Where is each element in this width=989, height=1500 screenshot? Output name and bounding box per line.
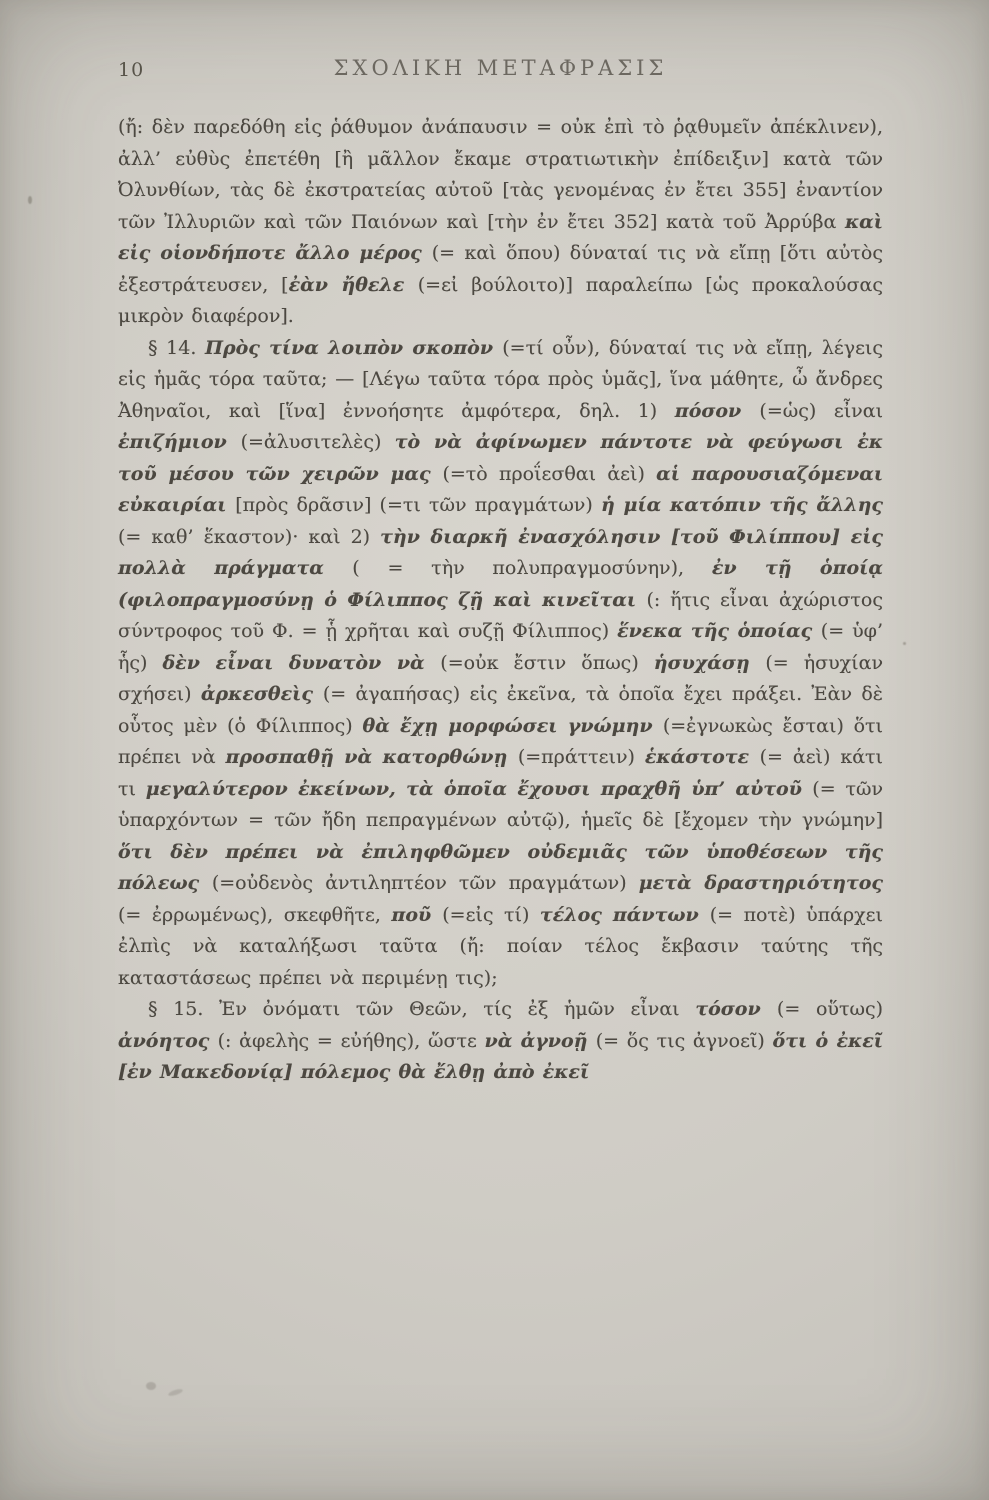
body-text: (=οὐδενὸς ἀντιληπτέον τῶν πραγμάτων) <box>211 872 639 894</box>
body-text: (=τὸ προΐεσθαι ἀεὶ) <box>442 462 657 485</box>
body-text: (= ἀεὶ) κάτι τι <box>118 746 884 800</box>
page-header <box>118 56 883 92</box>
paragraph <box>118 112 883 333</box>
emphasized-text: αἱ παρουσιαζόμεναι εὐκαιρίαι <box>118 462 884 516</box>
emphasized-text: ἡ μία κατόπιν τῆς ἄλλης <box>600 494 883 516</box>
emphasized-text: Πρὸς τίνα λοιπὸν σκοπὸν <box>205 336 503 359</box>
emphasized-text: ἕνεκα τῆς ὁποίας <box>617 620 821 642</box>
paragraph <box>118 994 883 1089</box>
emphasized-text: ὅτι δὲν πρέπει νὰ ἐπιληφθῶμεν οὐδεμιᾶς τῶν ὑποθέσεων τῆς πόλεως <box>118 840 883 894</box>
body-text: (= ὑφ’ ἧς) <box>118 620 883 674</box>
body-text: (= τῶν ὑπαρχόντων = τῶν ἤδη πεπραγμένων αὐτῷ), ἡμεῖς δὲ [ἔχομεν τὴν γνώμην] <box>118 777 883 831</box>
emphasized-text: θὰ ἔχῃ μορφώσει γνώμην <box>362 714 663 737</box>
body-text: (=εἰς τί) <box>442 903 540 926</box>
body-text: (=ἐγνωκὼς ἔσται) ὅτι πρέπει νὰ <box>118 714 884 768</box>
emphasized-text: μετὰ δραστηριότητος <box>638 872 883 894</box>
body-text: (: ἥτις εἶναι ἀχώριστος σύντροφος τοῦ Φ. = ᾗ χρῆται καὶ συζῇ Φίλιππος) <box>118 588 884 642</box>
emphasized-text: νὰ ἀγνοῇ <box>484 1029 596 1052</box>
body-text: (=ὡς) εἶναι <box>759 399 884 422</box>
scan-speck <box>146 1382 156 1390</box>
paragraph <box>118 333 883 995</box>
body-text: (= καθ’ ἕκαστον)· καὶ 2) <box>118 525 381 548</box>
page-body <box>118 112 883 1089</box>
body-text: (: ἀφελὴς = εὐήθης), ὥστε <box>217 1029 485 1052</box>
emphasized-text: μεγαλύτερον ἐκείνων, τὰ ὁποῖα ἔχουσι πραχθῆ ὑπ’ αὐτοῦ <box>145 777 813 800</box>
body-text: § 14. <box>148 336 206 359</box>
body-text: (= καὶ ὅπου) δύναταί τις νὰ εἴπῃ [ὅτι αὐτὸς ἐξεστράτευσεν, [ <box>118 242 883 296</box>
emphasized-text: τόσον <box>695 998 777 1020</box>
body-text: (=πράττειν) <box>517 746 645 768</box>
body-text: (= ἡσυχίαν σχήσει) <box>118 651 884 705</box>
body-text: (= ἀγαπήσας) εἰς ἐκεῖνα, τὰ ὁποῖα ἔχει πράξει. Ἐὰν δὲ οὗτος μὲν (ὁ Φίλιππος) <box>118 683 883 737</box>
body-text: (=οὐκ ἔστιν ὅπως) <box>440 651 654 674</box>
emphasized-text: δὲν εἶναι δυνατὸν νὰ <box>162 651 441 674</box>
emphasized-text: τὴν διαρκῆ ἐνασχόλησιν [τοῦ Φιλίππου] εἰς πολλὰ πράγματα <box>118 525 883 579</box>
emphasized-text: πόσον <box>674 399 760 422</box>
body-text: (=εἰ βούλοιτο)] παραλείπω [ὡς προκαλούσας μικρὸν διαφέρον]. <box>118 273 883 327</box>
scan-speck <box>168 1388 184 1397</box>
emphasized-text: τέλος πάντων <box>539 903 710 926</box>
emphasized-text: ἐπιζήμιον <box>118 431 241 453</box>
emphasized-text: ἑκάστοτε <box>644 746 760 768</box>
emphasized-text: ὅτι ὁ ἐκεῖ [ἐν Μακεδονίᾳ] πόλεμος θὰ ἔλθῃ ἀπὸ ἐκεῖ <box>118 1029 883 1083</box>
body-text: (= οὕτως) <box>776 998 884 1020</box>
page-number: 10 <box>118 59 145 81</box>
body-text: (=ἀλυσιτελὲς) <box>240 431 395 453</box>
body-text: (=τί οὖν), δύναταί τις νὰ εἴπῃ, λέγεις εἰς ἡμᾶς τόρα ταῦτα; — [Λέγω ταῦτα τόρα πρὸς ὑμᾶς], ἵνα μάθητε, ὦ ἄνδρες Ἀθηναῖοι, καὶ [ἵνα] ἐννοήσητε ἀμφότερα, δηλ. 1) <box>118 336 883 422</box>
emphasized-text: ἀρκεσθεὶς <box>200 683 323 705</box>
body-text: (= ὅς τις ἀγνοεῖ) <box>595 1029 773 1052</box>
emphasized-text: ἐν τῇ ὁποίᾳ (φιλοπραγμοσύνῃ ὁ Φίλιππος ζῇ καὶ κινεῖται <box>118 557 883 611</box>
body-text: [πρὸς δρᾶσιν] (=τι τῶν πραγμάτων) <box>235 494 601 516</box>
body-text: § 15. Ἐν ὀνόματι τῶν Θεῶν, τίς ἐξ ἡμῶν εἶναι <box>148 998 696 1020</box>
body-text: (= ἐρρωμένως), σκεφθῆτε, <box>118 903 392 926</box>
emphasized-text: ποῦ <box>391 903 443 926</box>
body-text: (ἤ: δὲν παρεδόθη εἰς ῥάθυμον ἀνάπαυσιν = οὐκ ἐπὶ τὸ ῥᾳθυμεῖν ἀπέκλινεν), ἀλλ’ εὐθὺς ἐπετέθη [ἢ μᾶλλον ἔκαμε στρατιωτικὴν ἐπίδειξιν] κατὰ τῶν Ὀλυνθίων, τὰς δὲ ἐκστρατείας αὐτοῦ [τὰς γενομένας ἐν ἔτει 355] ἐναντίον τῶν Ἰλλυριῶν καὶ τῶν Παιόνων καὶ [τὴν ἐν ἔτει 352] κατὰ τοῦ Ἀρρύβα <box>118 116 883 233</box>
body-text: (= ποτὲ) ὑπάρχει ἐλπὶς νὰ καταλήξωσι ταῦτα (ἤ: ποίαν τέλος ἔκβασιν ταύτης τῆς καταστάσεως πρέπει νὰ περιμένῃ τις); <box>118 903 883 989</box>
emphasized-text: ἐὰν ἤθελε <box>288 273 418 296</box>
body-text: ( = τὴν πολυπραγμοσύνην), <box>352 557 712 579</box>
scan-speck <box>28 196 32 204</box>
emphasized-text: ἡσυχάσῃ <box>653 651 766 674</box>
emphasized-text: τὸ νὰ ἀφίνωμεν πάντοτε νὰ φεύγωσι ἐκ τοῦ μέσου τῶν χειρῶν μας <box>118 431 883 485</box>
emphasized-text: καὶ εἰς οἱονδήποτε ἄλλο μέρος <box>118 210 883 264</box>
emphasized-text: προσπαθῇ νὰ κατορθώνῃ <box>225 746 518 768</box>
page-title: ΣΧΟΛΙΚΗ ΜΕΤΑΦΡΑΣΙΣ <box>333 56 668 80</box>
emphasized-text: ἀνόητος <box>118 1029 218 1052</box>
scan-speck <box>903 642 906 645</box>
